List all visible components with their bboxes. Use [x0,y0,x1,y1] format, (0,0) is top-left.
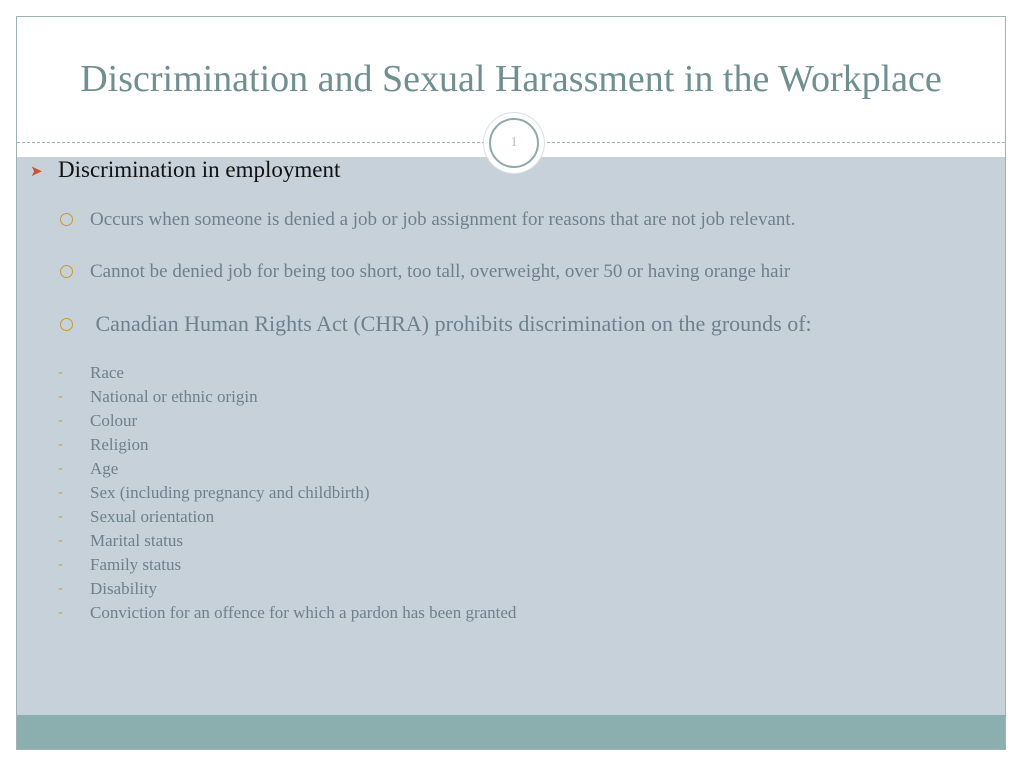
bullet-point-text: Cannot be denied job for being too short, too tall, overweight, over 50 or having orange hair [90,261,791,282]
ground-text: Disability [90,579,158,598]
ground-text: Race [90,363,124,382]
dash-bullet-icon: - [58,413,63,428]
ground-text: Marital status [90,531,184,550]
ground-text: Sexual orientation [90,507,215,526]
dash-bullet-icon: - [58,389,63,404]
dash-bullet-icon: - [58,365,63,380]
circle-bullet-icon [60,318,73,331]
slide [16,16,1006,750]
ground-text: Family status [90,555,182,574]
slide-number-badge [484,113,544,173]
dash-bullet-icon: - [58,605,63,620]
ground-text: National or ethnic origin [90,387,258,406]
bullet-heading: Discrimination in employment [58,157,341,182]
slide-title: Discrimination and Sexual Harassment in the Workplace [80,58,942,100]
footer-band [17,715,1005,750]
dash-bullet-icon: - [58,485,63,500]
dash-bullet-icon: - [58,461,63,476]
ground-text: Religion [90,435,149,454]
slide-number: 1 [489,118,539,168]
dash-bullet-icon: - [58,581,63,596]
ground-text: Colour [90,411,138,430]
dash-bullet-icon: - [58,533,63,548]
ground-text: Sex (including pregnancy and childbirth) [90,483,370,502]
bullet-point-text: Canadian Human Rights Act (CHRA) prohibits discrimination on the grounds of: [90,311,812,336]
circle-bullet-icon [60,265,73,278]
bullet-point-text: Occurs when someone is denied a job or job assignment for reasons that are not job relevant. [90,209,796,230]
ground-text: Conviction for an offence for which a pardon has been granted [90,603,517,622]
ground-text: Age [90,459,119,478]
arrow-bullet-icon: ➤ [30,164,43,180]
dash-bullet-icon: - [58,509,63,524]
content-area [17,157,1005,715]
dash-bullet-icon: - [58,557,63,572]
circle-bullet-icon [60,213,73,226]
dash-bullet-icon: - [58,437,63,452]
